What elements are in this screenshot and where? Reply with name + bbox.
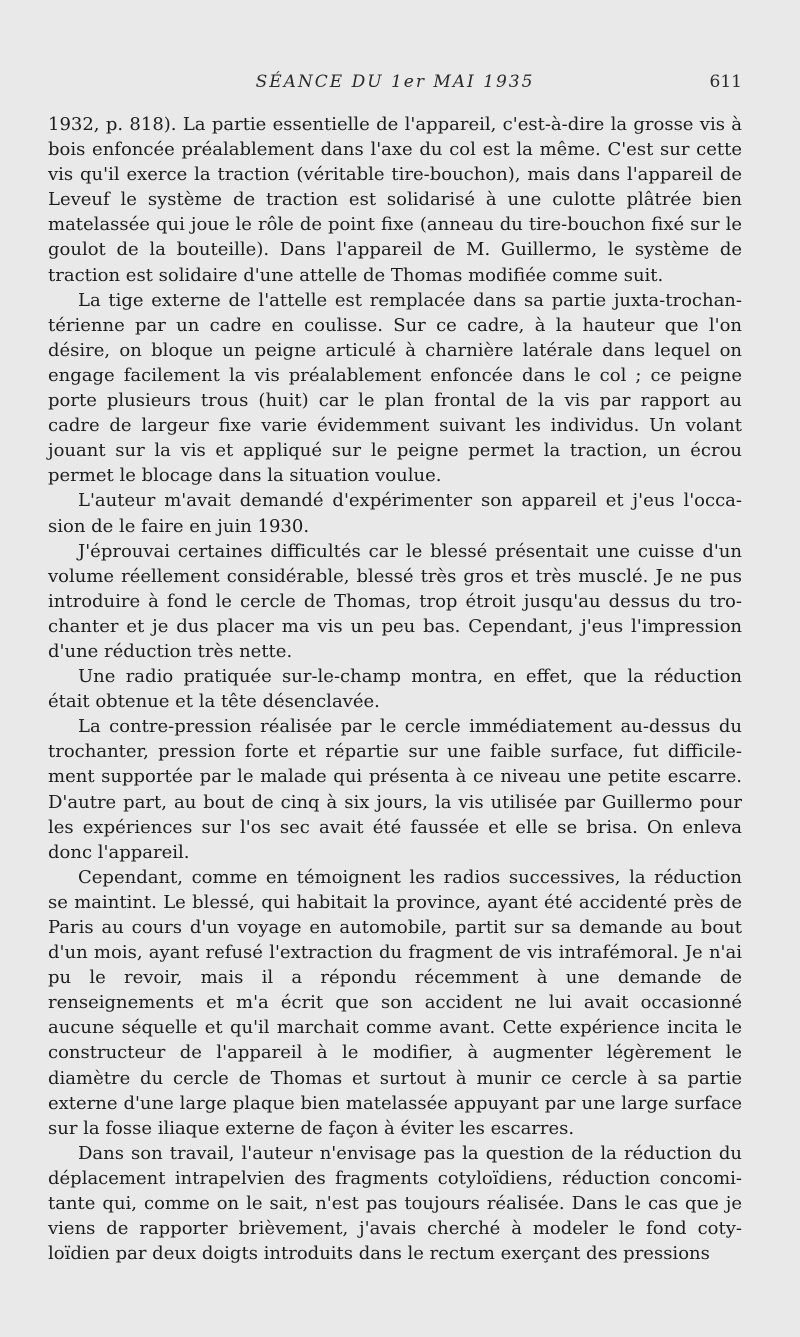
paragraph-3: L'auteur m'avait demandé d'expérimenter son appareil et j'eus l'occasion de le faire en juin 1930. xyxy=(48,490,742,537)
body-text xyxy=(48,112,742,1266)
running-title: SÉANCE DU 1er MAI 1935 xyxy=(255,72,535,92)
paragraph-5: Une radio pratiquée sur-le-champ montra, en effet, que la réduction était obtenue et la tête désenclavée. xyxy=(48,666,742,713)
paragraph-8: Dans son travail, l'auteur n'envisage pas la question de la réduction du déplacement intrapelvien des fragments cotyloïdiens, réduction concomitante qui, comme on le sait, n'est pas toujours réalisée. Dans le cas que je viens de rapporter brièvement, j'avais cherché à modeler le fond cotyloïdien par deux doigts introduits dans le rectum exerçant des pressions xyxy=(48,1142,742,1265)
page-number: 611 xyxy=(709,72,742,92)
paragraph-1: 1932, p. 818). La partie essentielle de l'appareil, c'est-à-dire la grosse vis à bois enfoncée préalablement dans l'axe du col est la même. C'est sur cette vis qu'il exerce la traction (véritable tire-bouchon), mais dans l'appareil de Leveuf le système de traction est solidarisé à une culotte plâtrée bien matelassée qui joue le rôle de point fixe (anneau du tire-bouchon fixé sur le goulot de la bouteille). Dans l'appareil de M. Guillermo, le système de traction est solidaire d'une attelle de Thomas modifiée comme suit. xyxy=(48,114,742,286)
paragraph-6: La contre-pression réalisée par le cercle immédiatement au-dessus du trochanter, pression forte et répartie sur une faible surface, fut difficilement supportée par le malade qui présenta à ce niveau une petite escarre. D'autre part, au bout de cinq à six jours, la vis utilisée par Guillermo pour les expériences sur l'os sec avait été faussée et elle se brisa. On enleva donc l'appareil. xyxy=(48,716,742,863)
paragraph-7: Cependant, comme en témoignent les radios successives, la réduction se maintint. Le blessé, qui habitait la province, ayant été accidenté près de Paris au cours d'un voyage en automobile, partit sur sa demande au bout d'un mois, ayant refusé l'extraction du fragment de vis intrafémoral. Je n'ai pu le revoir, mais il a répondu récemment à une demande de renseignements et m'a écrit que son accident ne lui avait occasionné aucune séquelle et qu'il marchait comme avant. Cette expérience incita le constructeur de l'appareil à le modifier, à augmenter légèrement le diamètre du cercle de Thomas et surtout à munir ce cercle à sa partie externe d'une large plaque bien matelassée appuyant par une large surface sur la fosse iliaque externe de façon à éviter les escarres. xyxy=(48,866,742,1139)
page-header xyxy=(48,72,742,96)
paragraph-4: J'éprouvai certaines difficultés car le blessé présentait une cuisse d'un volume réellement considérable, blessé très gros et très musclé. Je ne pus introduire à fond le cercle de Thomas, trop étroit jusqu'au dessus du trochanter et je dus placer ma vis un peu bas. Cependant, j'eus l'impression d'une réduction très nette. xyxy=(48,540,742,662)
paragraph-2: La tige externe de l'attelle est remplacée dans sa partie juxta-trochantérienne par un cadre en coulisse. Sur ce cadre, à la hauteur que l'on désire, on bloque un peigne articulé à charnière latérale dans lequel on engage facilement la vis préalablement enfoncée dans le col ; ce peigne porte plusieurs trous (huit) car le plan frontal de la vis par rapport au cadre de largeur fixe varie évidemment suivant les individus. Un volant jouant sur la vis et appliqué sur le peigne permet la traction, un écrou permet le blocage dans la situation voulue. xyxy=(48,289,742,487)
